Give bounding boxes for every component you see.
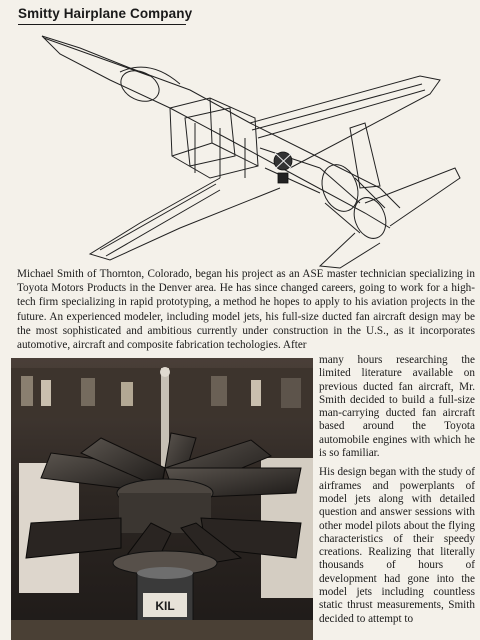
ducted-fan-photo bbox=[11, 358, 313, 640]
column-paragraph-1: many hours researching the limited literature available on previous ducted fan aircraft, Mr. Smith decided to build a full-size man-carrying ducted fan aircraft based around the Toyota automobile engines with which he is so familiar. bbox=[319, 354, 475, 460]
aircraft-line-drawing bbox=[20, 28, 470, 272]
side-column bbox=[319, 354, 475, 632]
column-paragraph-2: His design began with the study of airframes and powerplants of model jets along with detailed question and answer sessions with other model pilots about the flying characteristics of their speedy creations. Realizing that literally thousands of hours of development had gone into the model jets including countless static thrust measurements, Smith decided to attempt to bbox=[319, 466, 475, 625]
paint-can-label: KIL bbox=[155, 599, 175, 613]
heading-underline bbox=[18, 24, 186, 25]
article-heading: Smitty Hairplane Company bbox=[18, 6, 193, 21]
intro-paragraph: Michael Smith of Thornton, Colorado, began his project as an ASE master technician specializing in Toyota Motors Products in the Denver area. He has since changed careers, going to work for a high-tech firm specializing in rapid prototyping, a method he hopes to apply to his aviation projects in the future. An experienced modeler, including model jets, his full-size ducted fan aircraft design may be the most sophisticated and ambitious currently under construction in the U.S., as it incorporates automotive, aircraft and composite fabrication techologies. After bbox=[17, 268, 475, 352]
